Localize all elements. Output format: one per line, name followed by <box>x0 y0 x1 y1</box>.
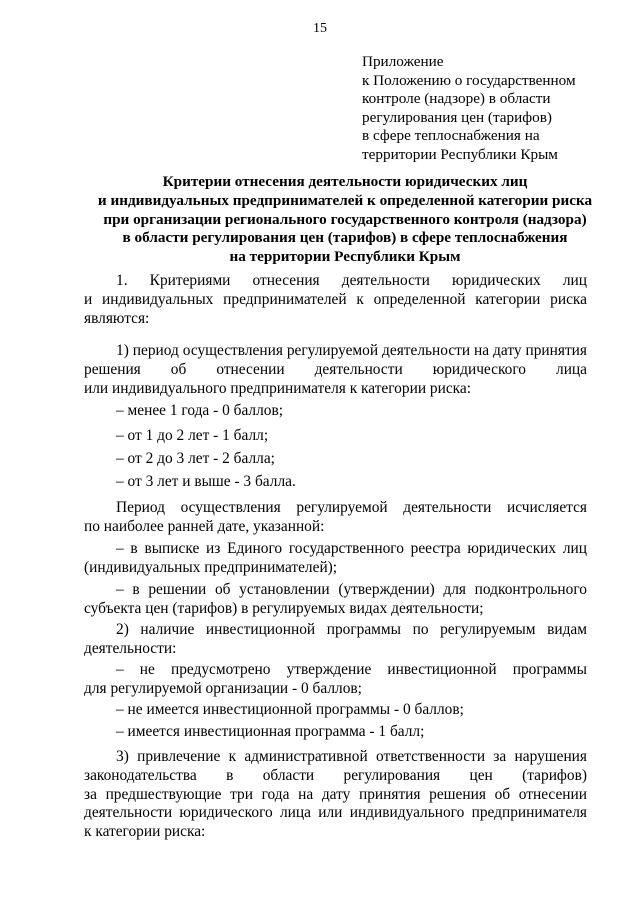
paragraph-line: 2) наличие инвестиционной программы по регулируемым видам <box>116 621 587 638</box>
list-item <box>84 701 587 720</box>
appendix-line: Приложение <box>362 53 444 70</box>
document-title <box>60 173 630 267</box>
paragraph-1 <box>84 272 587 328</box>
paragraph-line: – в решении об установлении (утверждении) для подконтрольного <box>116 581 587 598</box>
criterion-2 <box>84 621 587 659</box>
criterion-1 <box>84 342 587 398</box>
paragraph-line: или индивидуального предпринимателя к категории риска: <box>84 379 472 397</box>
list-item-text: – не имеется инвестиционной программы - 0 баллов; <box>116 701 464 718</box>
paragraph-line: за предшествующие три года на дату принятия решения об отнесении <box>84 785 587 803</box>
paragraph-line: и индивидуальных предпринимателей к определенной категории риска <box>84 290 587 308</box>
list-item-text: – менее 1 года - 0 баллов; <box>116 402 284 419</box>
appendix-line: регулирования цен (тарифов) <box>362 108 552 126</box>
paragraph-period <box>84 499 587 537</box>
paragraph-line: – не предусмотрено утверждение инвестиционной программы <box>116 661 587 678</box>
appendix-line: контроле (надзоре) в области <box>362 90 551 108</box>
paragraph-line: Период осуществления регулируемой деятельности исчисляется <box>116 499 587 516</box>
page-number: 15 <box>313 21 327 36</box>
paragraph-line: к категории риска: <box>84 823 206 841</box>
paragraph-line: решения об отнесении деятельности юридического лица <box>84 360 587 378</box>
list-item-text: – от 1 до 2 лет - 1 балл; <box>116 427 269 444</box>
list-item <box>84 473 587 492</box>
appendix-line: к Положению о государственном <box>362 71 576 89</box>
appendix-note <box>362 53 632 165</box>
list-item <box>84 427 587 446</box>
title-line: и индивидуальных предпринимателей к определенной категории риска <box>97 191 593 209</box>
list-item-text: – имеется инвестиционная программа - 1 балл; <box>116 723 425 740</box>
title-line: на территории Республики Крым <box>229 248 461 266</box>
paragraph-line: деятельности юридического лица или индивидуального предпринимателя <box>84 804 587 822</box>
paragraph-line: для регулируемой организации - 0 баллов; <box>84 679 362 697</box>
paragraph-line: деятельности: <box>84 639 177 657</box>
appendix-line: в сфере теплоснабжения на <box>362 127 540 145</box>
paragraph-line: 1) период осуществления регулируемой деятельности на дату принятия <box>116 342 587 359</box>
list-item <box>84 450 587 469</box>
paragraph-line: – в выписке из Единого государственного реестра юридических лиц <box>116 540 587 557</box>
list-item <box>84 661 587 699</box>
title-line: в области регулирования цен (тарифов) в сфере теплоснабжения <box>122 229 568 247</box>
paragraph-line: 3) привлечение к административной ответственности за нарушения <box>116 748 587 765</box>
criterion-3 <box>84 748 587 842</box>
list-item-text: – от 2 до 3 лет - 2 балла; <box>116 450 275 467</box>
paragraph-line: по наиболее ранней дате, указанной: <box>84 517 325 535</box>
paragraph-line: (индивидуальных предпринимателей); <box>84 558 338 576</box>
list-item <box>84 581 587 619</box>
paragraph-line: законодательства в области регулирования цен (тарифов) <box>84 766 587 784</box>
list-item <box>84 723 587 742</box>
paragraph-line: субъекта цен (тарифов) в регулируемых видах деятельности; <box>84 599 484 617</box>
title-line: Критерии отнесения деятельности юридических лиц <box>162 173 528 190</box>
appendix-line: территории Республики Крым <box>362 145 558 163</box>
paragraph-line: являются: <box>84 309 150 327</box>
list-item <box>84 540 587 578</box>
paragraph-line: 1. Критериями отнесения деятельности юридических лиц <box>116 272 587 289</box>
list-item-text: – от 3 лет и выше - 3 балла. <box>116 473 296 490</box>
list-item <box>84 402 587 421</box>
title-line: при организации регионального государственного контроля (надзора) <box>103 210 587 228</box>
